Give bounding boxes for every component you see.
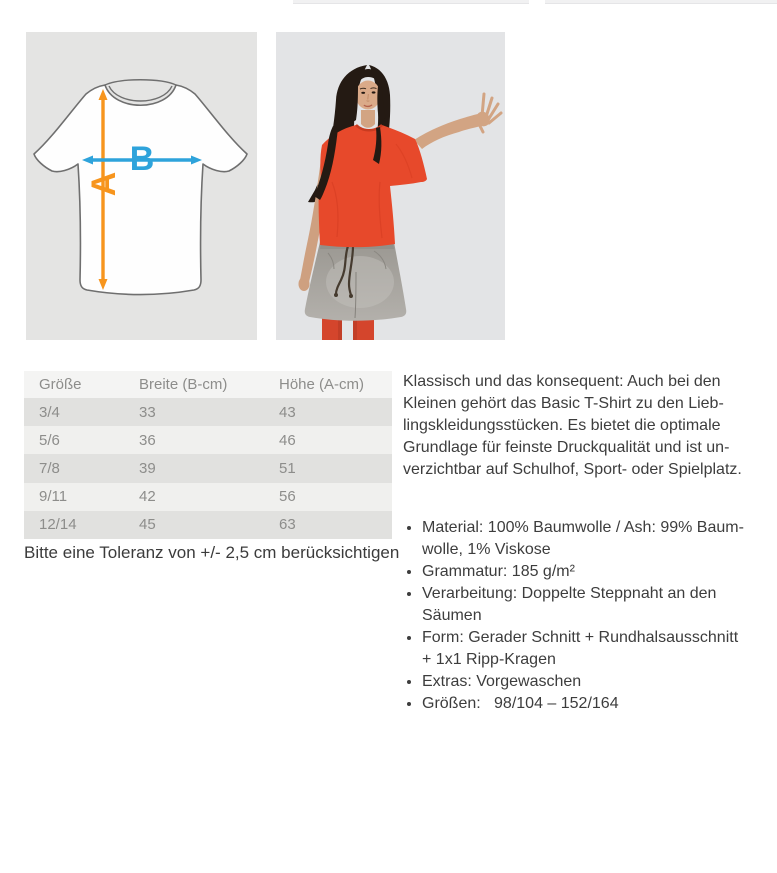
product-photo-panel: [276, 32, 505, 340]
cell-hoehe: 63: [279, 516, 296, 534]
bullet-dot: [407, 680, 411, 684]
description-intro: Klassisch und das konsequent: Auch bei den Kleinen gehört das Basic T-Shirt zu den Lieb- lingskleidungsstücken. Es bietet die optimale Grundlage für feinste Druckqualität und ist un- verzichtbar auf Schulhof, Sport- oder Spielplatz.: [403, 373, 742, 478]
bullet-text: Material: 100% Baumwolle / Ash: 99% Baum- wolle, 1% Viskose: [422, 519, 744, 558]
cell-hoehe: 51: [279, 459, 296, 477]
size-table-row: [24, 398, 392, 426]
cell-groesse: 5/6: [39, 431, 60, 449]
size-table-row: [24, 511, 392, 539]
col-header-hoehe: Höhe (A-cm): [279, 376, 365, 393]
bullet-text: Grammatur: 185 g/m²: [422, 563, 575, 580]
cell-groesse: 7/8: [39, 459, 60, 477]
description-bullet: [403, 693, 777, 715]
description-bullet: [403, 671, 777, 693]
cropped-top-element-left: [293, 0, 529, 4]
cell-groesse: 9/11: [39, 488, 68, 506]
tolerance-note: Bitte eine Toleranz von +/- 2,5 cm berücksichtigen: [24, 543, 400, 562]
bullet-text: Form: Gerader Schnitt + Rundhalsausschnitt + 1x1 Ripp-Kragen: [422, 629, 739, 668]
bullet-dot: [407, 636, 411, 640]
cell-breite: 33: [139, 403, 156, 421]
tshirt-outline: [34, 80, 247, 295]
size-table: [24, 371, 392, 539]
cell-hoehe: 43: [279, 403, 296, 421]
description-bullet: [403, 517, 777, 561]
cell-groesse: 3/4: [39, 403, 60, 421]
product-photo: [276, 32, 505, 340]
bullet-dot: [407, 526, 411, 530]
cell-breite: 45: [139, 516, 156, 534]
description-bullet-list: [403, 517, 777, 715]
description-bullet: [403, 583, 777, 627]
size-table-body: [24, 398, 392, 539]
bullet-text: Größen: 98/104 – 152/164: [422, 695, 619, 712]
girl-skirt: [305, 242, 407, 321]
cell-hoehe: 56: [279, 488, 296, 506]
cell-hoehe: 46: [279, 431, 296, 449]
size-table-header: [24, 371, 392, 398]
width-arrow-label: B: [129, 140, 155, 178]
cell-breite: 42: [139, 488, 156, 506]
size-table-row: [24, 426, 392, 454]
bullet-dot: [407, 592, 411, 596]
cell-groesse: 12/14: [39, 516, 77, 534]
bullet-dot: [407, 702, 411, 706]
size-diagram-panel: [26, 32, 257, 340]
cell-breite: 39: [139, 459, 156, 477]
description-bullet: [403, 627, 777, 671]
tshirt-measurement-diagram: [26, 32, 257, 340]
bullet-text: Verarbeitung: Doppelte Steppnaht an den Säumen: [422, 585, 717, 624]
col-header-groesse: Größe: [39, 376, 82, 393]
height-arrow-label: A: [85, 171, 123, 197]
bullet-text: Extras: Vorgewaschen: [422, 673, 582, 690]
description-bullet: [403, 561, 777, 583]
girl-neck: [361, 110, 375, 128]
size-table-row: [24, 483, 392, 511]
col-header-breite: Breite (B-cm): [139, 376, 228, 393]
size-table-row: [24, 454, 392, 482]
product-description: [403, 371, 777, 715]
girl-face: [356, 81, 381, 110]
cropped-top-element-right: [545, 0, 777, 4]
cell-breite: 36: [139, 431, 156, 449]
bullet-dot: [407, 570, 411, 574]
